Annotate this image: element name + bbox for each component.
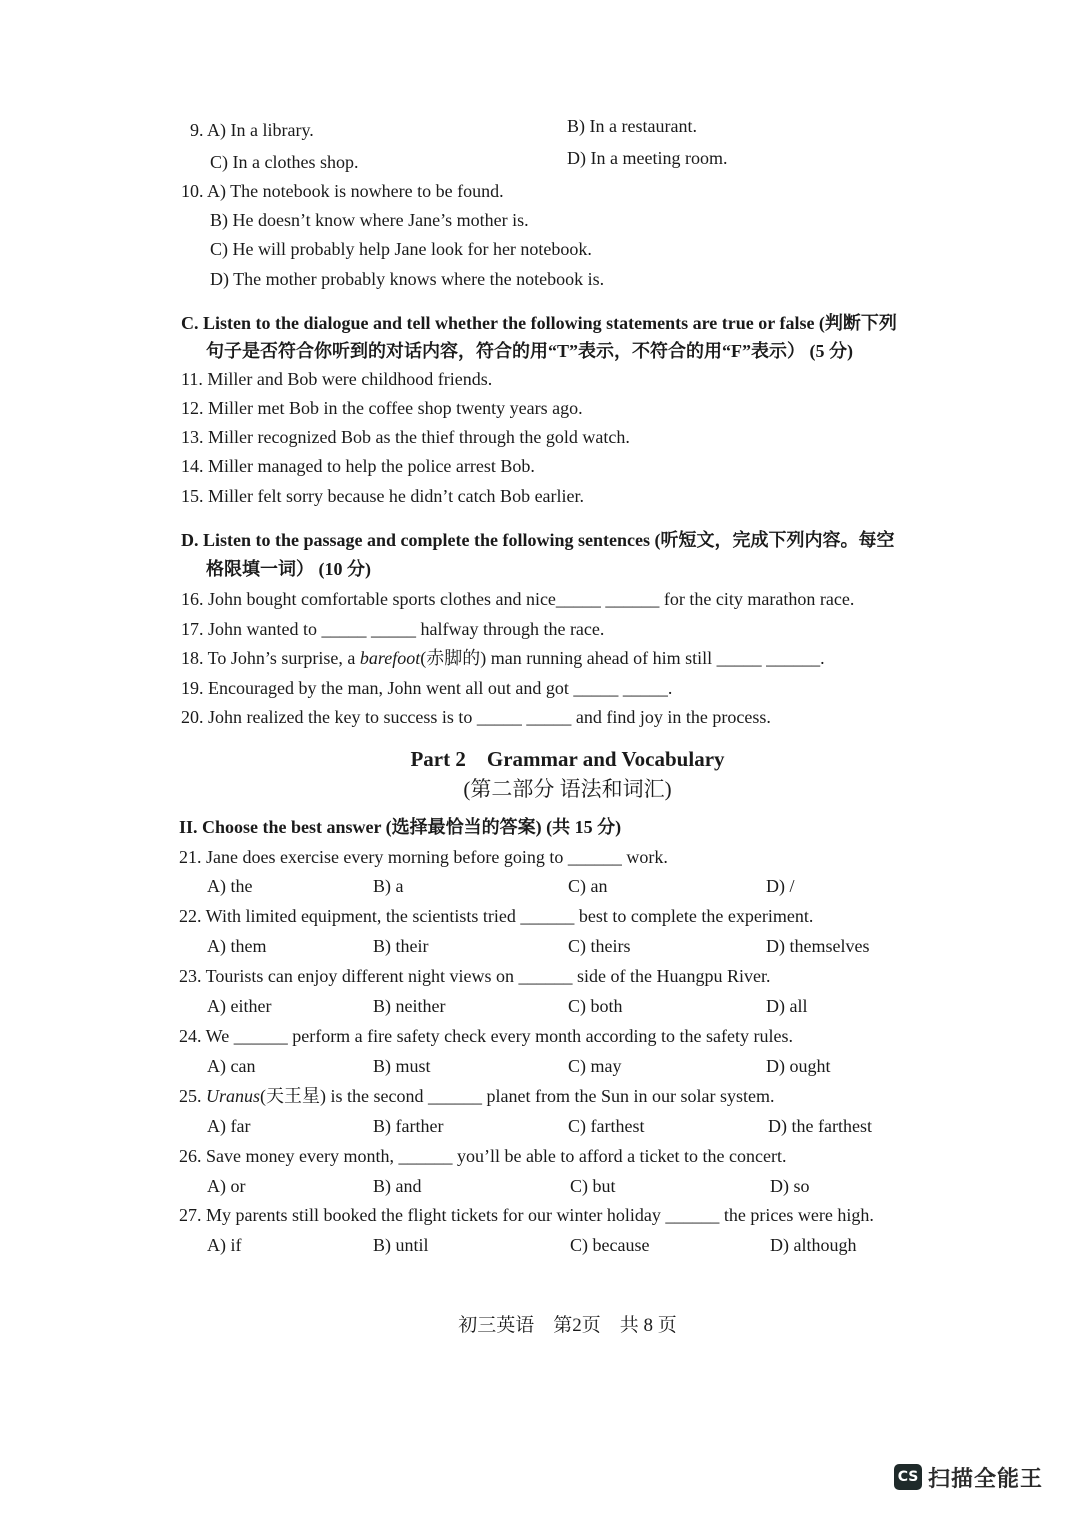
q22-option-b: B) their xyxy=(373,936,429,956)
q21-option-b: B) a xyxy=(373,876,404,896)
q22-option-c: C) theirs xyxy=(568,936,631,956)
sentence-16: 16. John bought comfortable sports clothes and nice_____ ______ for the city marathon race. xyxy=(181,589,855,609)
q9-option-c: C) In a clothes shop. xyxy=(210,152,359,172)
q23-option-c: C) both xyxy=(568,996,623,1016)
camscanner-logo-text: 扫描全能王 xyxy=(928,1466,1044,1492)
sentence-18-end: (赤脚的) man running ahead of him still _____ ______. xyxy=(420,648,825,668)
statement-11: 11. Miller and Bob were childhood friends. xyxy=(181,369,493,389)
q24-option-a: A) can xyxy=(207,1056,256,1076)
q10-option-c: C) He will probably help Jane look for her notebook. xyxy=(210,239,592,259)
q25-option-d: D) the farthest xyxy=(768,1116,872,1136)
q21-option-a: A) the xyxy=(207,876,253,896)
q25-number: 25. xyxy=(179,1086,206,1106)
statement-15: 15. Miller felt sorry because he didn’t catch Bob earlier. xyxy=(181,486,585,506)
q21-option-d: D) / xyxy=(766,876,795,896)
q25-stem-rest: (天王星) is the second ______ planet from the Sun in our solar system. xyxy=(260,1086,775,1106)
q10-option-a: 10. A) The notebook is nowhere to be found. xyxy=(181,181,504,201)
sentence-18-italic-word: barefoot xyxy=(359,648,421,668)
statement-14: 14. Miller managed to help the police arrest Bob. xyxy=(181,456,535,476)
q26-option-c: C) but xyxy=(570,1176,616,1196)
question-21: 21. Jane does exercise every morning before going to ______ work. xyxy=(179,847,668,867)
q23-option-d: D) all xyxy=(766,996,808,1016)
camscanner-watermark xyxy=(894,1462,1043,1492)
part-2-subtitle: (第二部分 语法和词汇) xyxy=(463,777,672,801)
sentence-18-start: 18. To John’s surprise, a xyxy=(181,648,360,668)
statement-12: 12. Miller met Bob in the coffee shop twenty years ago. xyxy=(181,398,583,418)
q21-option-c: C) an xyxy=(568,876,608,896)
section-d-heading: D. Listen to the passage and complete the following sentences (听短文，完成下列内容。每空 xyxy=(181,530,895,550)
q25-italic-word: Uranus xyxy=(206,1086,261,1106)
q10-option-b: B) He doesn’t know where Jane’s mother is. xyxy=(210,210,529,230)
q23-option-b: B) neither xyxy=(373,996,446,1016)
question-22: 22. With limited equipment, the scientists tried ______ best to complete the experiment. xyxy=(179,906,814,926)
question-26: 26. Save money every month, ______ you’ll be able to afford a ticket to the concert. xyxy=(179,1146,787,1166)
q25-option-a: A) far xyxy=(207,1116,251,1136)
q26-option-a: A) or xyxy=(207,1176,246,1196)
sentence-17: 17. John wanted to _____ _____ halfway through the race. xyxy=(181,619,605,639)
q27-option-a: A) if xyxy=(207,1235,242,1255)
q24-option-b: B) must xyxy=(373,1056,431,1076)
sentence-19: 19. Encouraged by the man, John went all out and got _____ _____. xyxy=(181,678,673,698)
q24-option-c: C) may xyxy=(568,1056,622,1076)
question-25 xyxy=(179,1087,774,1105)
sentence-18 xyxy=(181,649,825,667)
section-c-heading: C. Listen to the dialogue and tell whether the following statements are true or false (判断下列 xyxy=(181,313,897,333)
q27-option-c: C) because xyxy=(570,1235,650,1255)
q25-option-b: B) farther xyxy=(373,1116,444,1136)
q9-option-b: B) In a restaurant. xyxy=(567,116,697,136)
statement-13: 13. Miller recognized Bob as the thief through the gold watch. xyxy=(181,427,630,447)
q23-option-a: A) either xyxy=(207,996,272,1016)
part-2-title: Part 2 Grammar and Vocabulary xyxy=(410,747,725,771)
q26-option-d: D) so xyxy=(770,1176,810,1196)
q22-option-a: A) them xyxy=(207,936,267,956)
q26-option-b: B) and xyxy=(373,1176,422,1196)
q22-option-d: D) themselves xyxy=(766,936,870,956)
page-footer: 初三英语 第2页 共 8 页 xyxy=(458,1315,677,1336)
question-24: 24. We ______ perform a fire safety check every month according to the safety rules. xyxy=(179,1026,793,1046)
sentence-20: 20. John realized the key to success is to _____ _____ and find joy in the process. xyxy=(181,707,771,727)
camscanner-logo-icon: CS xyxy=(894,1464,922,1490)
q27-option-b: B) until xyxy=(373,1235,429,1255)
section-d-heading-cont: 格限填一词） (10 分) xyxy=(206,559,371,579)
question-23: 23. Tourists can enjoy different night views on ______ side of the Huangpu River. xyxy=(179,966,771,986)
q9-option-d: D) In a meeting room. xyxy=(567,148,728,168)
q27-option-d: D) although xyxy=(770,1235,857,1255)
q10-option-d: D) The mother probably knows where the notebook is. xyxy=(210,269,605,289)
section-ii-heading: II. Choose the best answer (选择最恰当的答案) (共 15 分) xyxy=(179,817,622,837)
q25-option-c: C) farthest xyxy=(568,1116,645,1136)
q24-option-d: D) ought xyxy=(766,1056,831,1076)
question-27: 27. My parents still booked the flight tickets for our winter holiday ______ the prices were high. xyxy=(179,1205,874,1225)
section-c-heading-cont: 句子是否符合你听到的对话内容，符合的用“T”表示，不符合的用“F”表示） (5 分) xyxy=(206,341,853,361)
q9-option-a: 9. A) In a library. xyxy=(190,120,314,140)
